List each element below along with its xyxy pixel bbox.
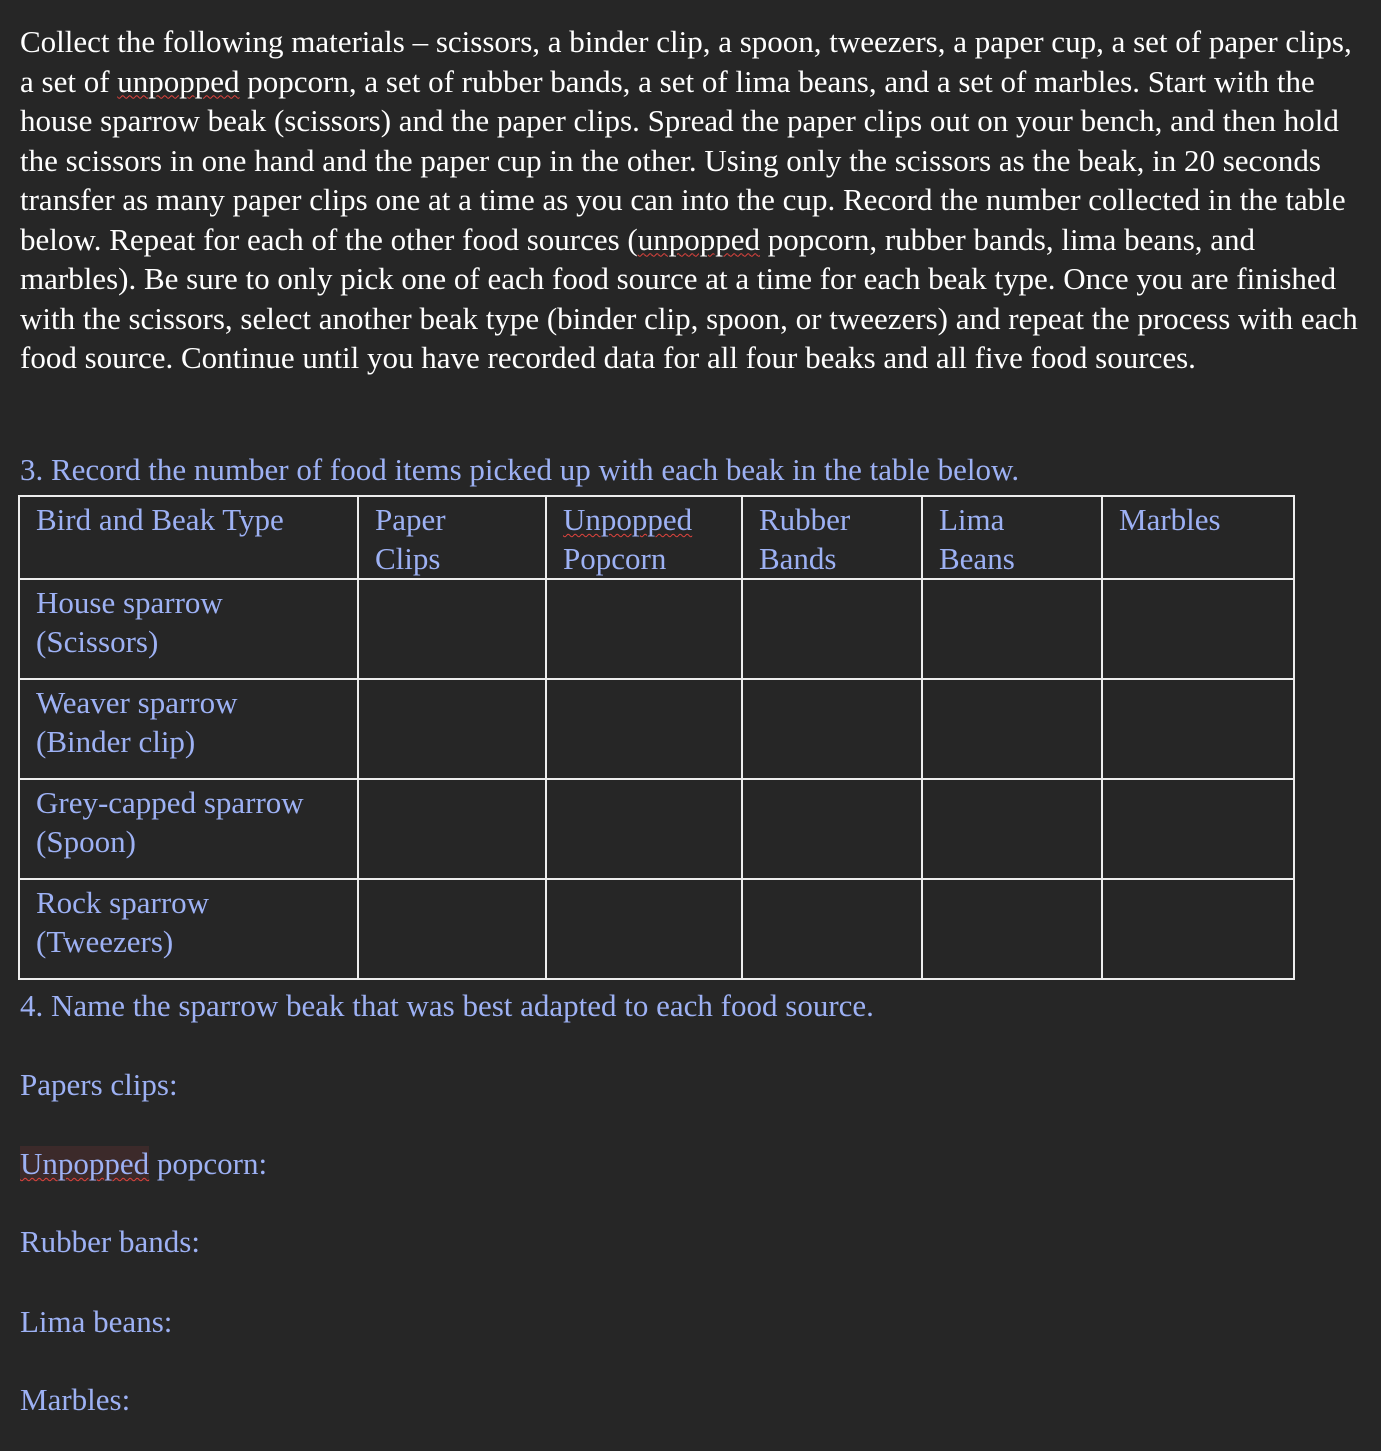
data-cell[interactable] xyxy=(1102,679,1294,779)
misspelled-word: Unpopped xyxy=(20,1146,150,1181)
data-cell[interactable] xyxy=(922,879,1102,979)
bird-beak-cell: Grey-capped sparrow (Spoon) xyxy=(19,779,358,879)
data-cell[interactable] xyxy=(742,879,922,979)
data-cell[interactable] xyxy=(546,779,742,879)
table-row xyxy=(19,679,1294,779)
question-3-heading: 3. Record the number of food items picked up with each beak in the table below. xyxy=(20,452,1020,487)
data-cell[interactable] xyxy=(358,879,546,979)
data-table xyxy=(18,495,1295,980)
instructions-text-1: Collect the following materials – scissors, a binder clip, a spoon, tweezers, a paper cup, a set of paper clips, a set of xyxy=(20,24,1352,99)
table-header-row xyxy=(19,496,1294,579)
answer-paper-clips[interactable]: Papers clips: xyxy=(20,1067,178,1102)
answer-unpopped-popcorn[interactable] xyxy=(20,1144,267,1184)
table-row xyxy=(19,779,1294,879)
question-4-heading: 4. Name the sparrow beak that was best adapted to each food source. xyxy=(20,988,874,1023)
instructions-text-3: popcorn, rubber bands, lima beans, and marbles). Be sure to only pick one of each food source at a time for each beak type. Once you are finished with the scissors, select another beak type (binder clip, spoon, or tweezers) and repeat the process with each food source. Continue until you have recorded data for all four beaks and all five food sources. xyxy=(20,221,1358,375)
data-cell[interactable] xyxy=(546,579,742,679)
data-cell[interactable] xyxy=(922,579,1102,679)
data-cell[interactable] xyxy=(358,679,546,779)
data-cell[interactable] xyxy=(922,779,1102,879)
header-lima-beans: Lima Beans xyxy=(922,496,1102,579)
data-cell[interactable] xyxy=(922,679,1102,779)
data-cell[interactable] xyxy=(1102,879,1294,979)
answer-label-rest: popcorn: xyxy=(149,1146,268,1181)
table-row xyxy=(19,879,1294,979)
header-bird-beak-type: Bird and Beak Type xyxy=(19,496,358,579)
data-cell[interactable] xyxy=(358,579,546,679)
bird-beak-cell: Weaver sparrow (Binder clip) xyxy=(19,679,358,779)
data-cell[interactable] xyxy=(742,679,922,779)
answer-lima-beans[interactable]: Lima beans: xyxy=(20,1304,173,1339)
answer-rubber-bands[interactable]: Rubber bands: xyxy=(20,1224,200,1259)
misspelled-word: unpopped xyxy=(637,221,761,257)
data-cell[interactable] xyxy=(742,779,922,879)
answer-marbles[interactable]: Marbles: xyxy=(20,1382,131,1417)
data-cell[interactable] xyxy=(1102,579,1294,679)
header-unpopped-popcorn: Unpopped Popcorn xyxy=(546,496,742,579)
misspelled-word: unpopped xyxy=(117,63,240,99)
bird-beak-cell: House sparrow (Scissors) xyxy=(19,579,358,679)
data-cell[interactable] xyxy=(546,879,742,979)
data-cell[interactable] xyxy=(358,779,546,879)
data-cell[interactable] xyxy=(742,579,922,679)
table-row xyxy=(19,579,1294,679)
header-marbles: Marbles xyxy=(1102,496,1294,579)
instructions-text-2: popcorn, a set of rubber bands, a set of lima beans, and a set of marbles. Start with the house sparrow beak (scissors) and the paper clips. Spread the paper clips out on your bench, and then hold the scissors in one hand and the paper cup in the other. Using only the scissors as the beak, in 20 seconds transfer as many paper clips one at a time as you can into the cup. Record the number collected in the table below. Repeat for each of the other food sources ( xyxy=(20,63,1346,257)
bird-beak-cell: Rock sparrow (Tweezers) xyxy=(19,879,358,979)
header-paper-clips: Paper Clips xyxy=(358,496,546,579)
data-cell[interactable] xyxy=(546,679,742,779)
data-cell[interactable] xyxy=(1102,779,1294,879)
instructions-paragraph xyxy=(20,22,1365,378)
header-rubber-bands: Rubber Bands xyxy=(742,496,922,579)
